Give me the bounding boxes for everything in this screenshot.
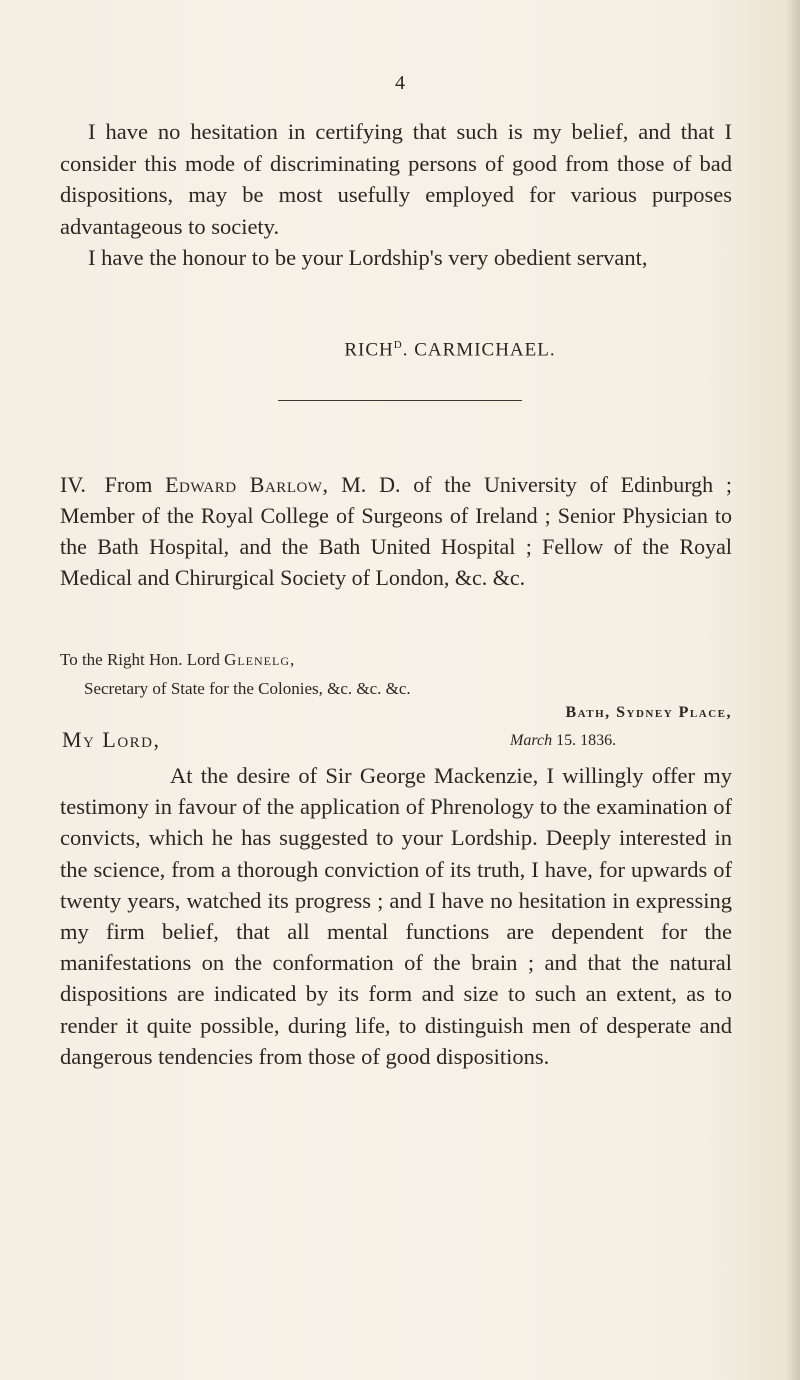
section-credentials: M. D. of the University of Edinburgh ; Member of the Royal College of Surgeons of Ireland ; Senior Physician to the Bath Hospital, and the Bath United Hospital ; Fellow of the Royal Medical and Chirurgical Society of London, &c. &c. bbox=[60, 472, 733, 590]
closing-text: I have the honour to be your Lordship's very obedient servant, bbox=[88, 245, 648, 270]
letter-body-text: At the desire of Sir George Mackenzie, I willingly offer my testimony in favour of the application of Phrenology to the examination of convicts, which he has suggested to your Lordship. Deeply interested in the science, from a thorough conviction of its truth, I have, for upwards of twenty years, watched its progress ; and I have no hesitation in expressing my firm belief, that all mental functions are dependent for the manifestations on the conformation of the brain ; and that the natural dispositions are indicated by its form and size to such an extent, as to render it quite possible, during life, to distinguish men of desperate and dangerous tendencies from those of good dispositions. bbox=[60, 763, 732, 1069]
date-rest: 15. 1836. bbox=[556, 732, 617, 749]
section-heading bbox=[60, 469, 732, 593]
section-divider bbox=[278, 400, 522, 401]
address-line-1-prefix: To the Right Hon. Lord bbox=[60, 650, 220, 669]
date-month: March bbox=[510, 732, 553, 749]
certification-text: I have no hesitation in certifying that such is my belief, and that I consider this mode of discriminating persons of good from those of bad dispositions, may be most usefully employed for various purposes advantageous to society. bbox=[60, 119, 732, 239]
opening-paragraph bbox=[60, 116, 732, 274]
salutation: My Lord, bbox=[62, 727, 161, 752]
letter-body bbox=[60, 760, 732, 1072]
section-author: Edward Barlow, bbox=[165, 472, 329, 497]
address-line-2: Secretary of State for the Colonies, &c. &c. &c. bbox=[84, 679, 411, 698]
letter-place: Bath, Sydney Place, bbox=[565, 704, 732, 721]
signature-name: RICH bbox=[344, 339, 394, 361]
section-numeral: IV. bbox=[60, 472, 86, 497]
letter-date bbox=[510, 732, 616, 750]
signature-surname: . CARMICHAEL. bbox=[402, 339, 556, 361]
page-number: 4 bbox=[395, 72, 405, 94]
page-edge-shadow bbox=[786, 0, 800, 1380]
letter-address bbox=[60, 645, 411, 703]
signature bbox=[0, 339, 800, 361]
signature-superscript: D bbox=[393, 339, 403, 351]
section-from-label: From bbox=[104, 472, 153, 497]
address-recipient: Glenelg, bbox=[224, 650, 296, 669]
